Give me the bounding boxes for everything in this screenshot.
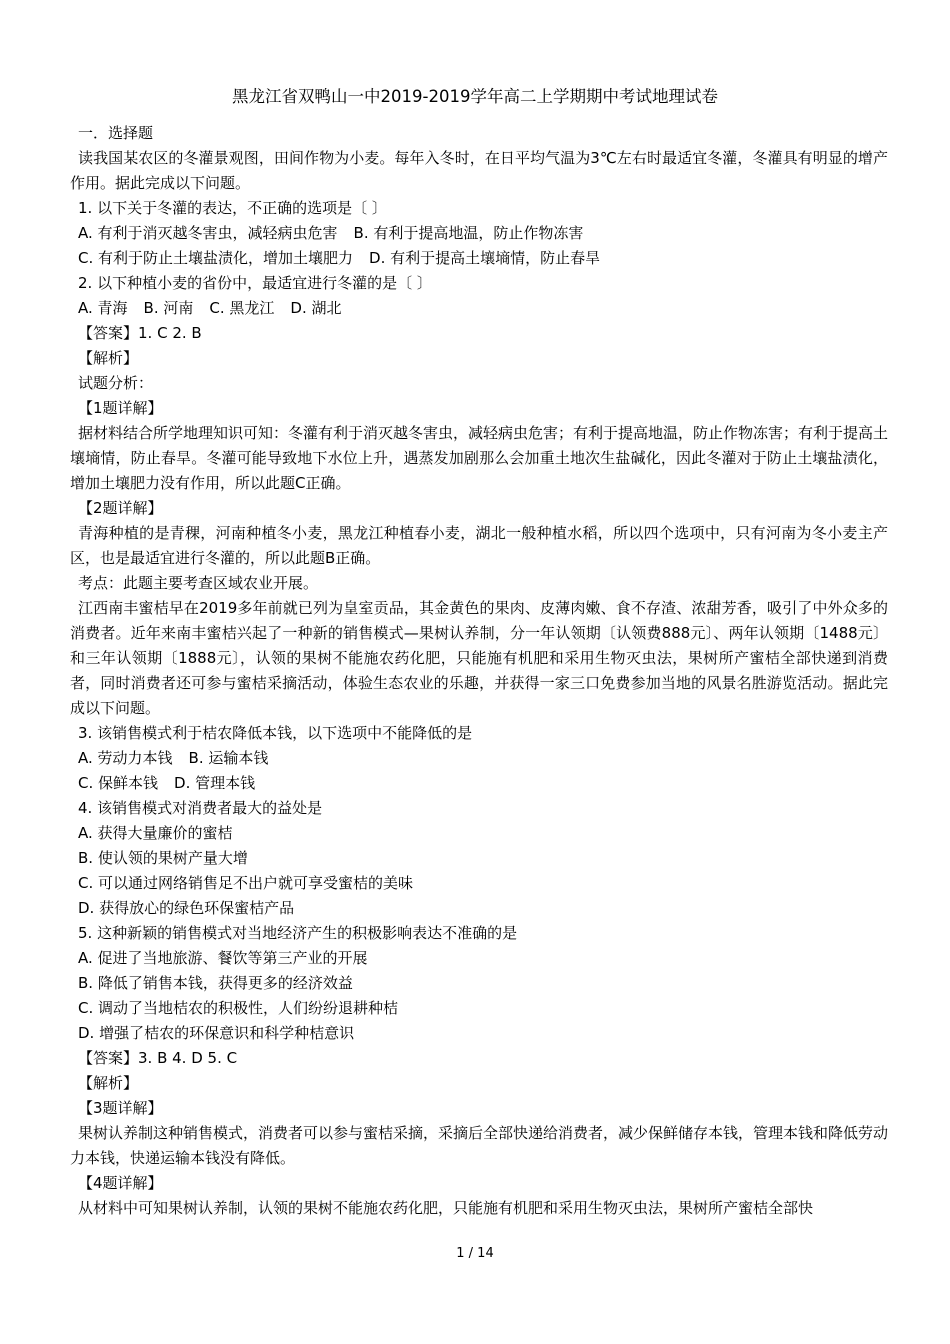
kaodian-line: 考点：此题主要考查区域农业开展。 bbox=[78, 574, 319, 592]
question-4-option-b: B. 使认领的果树产量大增 bbox=[78, 849, 248, 867]
detail-4-text: 从材料中可知果树认养制，认领的果树不能施农药化肥，只能施有机肥和采用生物灭虫法，果树所产蜜桔全部快 bbox=[78, 1199, 814, 1217]
question-1-option-d: D. 有利于提高土壤墒情，防止春旱 bbox=[369, 249, 601, 267]
question-4-option-a: A. 获得大量廉价的蜜桔 bbox=[78, 824, 233, 842]
question-2-option-d: D. 湖北 bbox=[290, 299, 342, 317]
question-5-option-c: C. 调动了当地桔农的积极性，人们纷纷退耕种桔 bbox=[78, 999, 399, 1017]
question-4-option-d: D. 获得放心的绿色环保蜜桔产品 bbox=[78, 899, 295, 917]
detail-3-text: 果树认养制这种销售模式，消费者可以参与蜜桔采摘，采摘后全部快递给消费者，减少保鲜储存本钱，管理本钱和降低劳动力本钱，快递运输本钱没有降低。 bbox=[70, 1124, 889, 1167]
question-3-option-a: A. 劳动力本钱 bbox=[78, 749, 173, 767]
detail-4-heading: 【4题详解】 bbox=[78, 1174, 163, 1192]
document-title: 黑龙江省双鸭山一中2019-2019学年高二上学期期中考试地理试卷 bbox=[232, 87, 718, 106]
question-3-stem: 3. 该销售模式利于桔农降低本钱，以下选项中不能降低的是 bbox=[78, 724, 473, 742]
detail-2-text: 青海种植的是青稞，河南种植冬小麦，黑龙江种植春小麦，湖北一般种植水稻，所以四个选项中，只有河南为冬小麦主产区，也是最适宜进行冬灌的，所以此题B正确。 bbox=[70, 524, 888, 567]
detail-2-heading: 【2题详解】 bbox=[78, 499, 163, 517]
question-5-option-a: A. 促进了当地旅游、餐饮等第三产业的开展 bbox=[78, 949, 368, 967]
question-5-option-b: B. 降低了销售本钱，获得更多的经济效益 bbox=[78, 974, 353, 992]
question-5-option-d: D. 增强了桔农的环保意识和科学种桔意识 bbox=[78, 1024, 355, 1042]
analysis-heading-2: 【解析】 bbox=[78, 1074, 139, 1092]
question-4-stem: 4. 该销售模式对消费者最大的益处是 bbox=[78, 799, 323, 817]
question-3-option-d: D. 管理本钱 bbox=[174, 774, 256, 792]
question-1-option-b: B. 有利于提高地温，防止作物冻害 bbox=[353, 224, 584, 242]
question-2-option-c: C. 黑龙江 bbox=[209, 299, 275, 317]
question-3-option-b: B. 运输本钱 bbox=[188, 749, 269, 767]
question-4-option-c: C. 可以通过网络销售足不出户就可享受蜜桔的美味 bbox=[78, 874, 414, 892]
analysis-heading-1: 【解析】 bbox=[78, 349, 139, 367]
question-5-stem: 5. 这种新颖的销售模式对当地经济产生的积极影响表达不准确的是 bbox=[78, 924, 518, 942]
question-3-options-cd bbox=[70, 771, 888, 796]
document-body bbox=[70, 121, 888, 1221]
detail-3-heading: 【3题详解】 bbox=[78, 1099, 163, 1117]
detail-1-heading: 【1题详解】 bbox=[78, 399, 163, 417]
question-1-options-ab bbox=[70, 221, 888, 246]
question-2-options bbox=[70, 296, 888, 321]
question-2-stem: 2. 以下种植小麦的省份中，最适宜进行冬灌的是〔 〕 bbox=[78, 274, 432, 292]
question-3-options-ab bbox=[70, 746, 888, 771]
page-number: 1 / 14 bbox=[456, 1246, 494, 1261]
question-1-stem: 1. 以下关于冬灌的表达，不正确的选项是〔 〕 bbox=[78, 199, 387, 217]
answer-line-1: 【答案】1. C 2. B bbox=[78, 324, 202, 342]
material-paragraph-2: 江西南丰蜜桔早在2019多年前就已列为皇室贡品，其金黄色的果肉、皮薄肉嫩、食不存渣、浓甜芳香，吸引了中外众多的消费者。近年来南丰蜜桔兴起了一种新的销售模式—果树认养制，分一年认领期〔认领费888元〕、两年认领期〔1488元〕和三年认领期〔1888元〕，认领的果树不能施农药化肥，只能施有机肥和采用生物灭虫法，果树所产蜜桔全部快递到消费者，同时消费者还可参与蜜桔采摘活动，体验生态农业的乐趣，并获得一家三口免费参加当地的风景名胜游览活动。据此完成以下问题。 bbox=[70, 599, 888, 717]
question-2-option-b: B. 河南 bbox=[143, 299, 194, 317]
question-1-options-cd bbox=[70, 246, 888, 271]
detail-1-text: 据材料结合所学地理知识可知：冬灌有利于消灭越冬害虫，减轻病虫危害；有利于提高地温，防止作物冻害；有利于提高土壤墒情，防止春旱。冬灌可能导致地下水位上升，遇蒸发加剧那么会加重土地次生盐碱化，因此冬灌对于防止土壤盐渍化，增加土壤肥力没有作用，所以此题C正确。 bbox=[70, 424, 889, 492]
answer-line-2: 【答案】3. B 4. D 5. C bbox=[78, 1049, 238, 1067]
question-2-option-a: A. 青海 bbox=[78, 299, 128, 317]
question-1-option-a: A. 有利于消灭越冬害虫，减轻病虫危害 bbox=[78, 224, 338, 242]
section-heading: 一．选择题 bbox=[78, 124, 154, 142]
question-3-option-c: C. 保鲜本钱 bbox=[78, 774, 159, 792]
analysis-intro: 试题分析： bbox=[78, 374, 154, 392]
question-1-option-c: C. 有利于防止土壤盐渍化，增加土壤肥力 bbox=[78, 249, 354, 267]
material-paragraph-1: 读我国某农区的冬灌景观图，田间作物为小麦。每年入冬时，在日平均气温为3℃左右时最适宜冬灌，冬灌具有明显的增产作用。据此完成以下问题。 bbox=[70, 149, 888, 192]
